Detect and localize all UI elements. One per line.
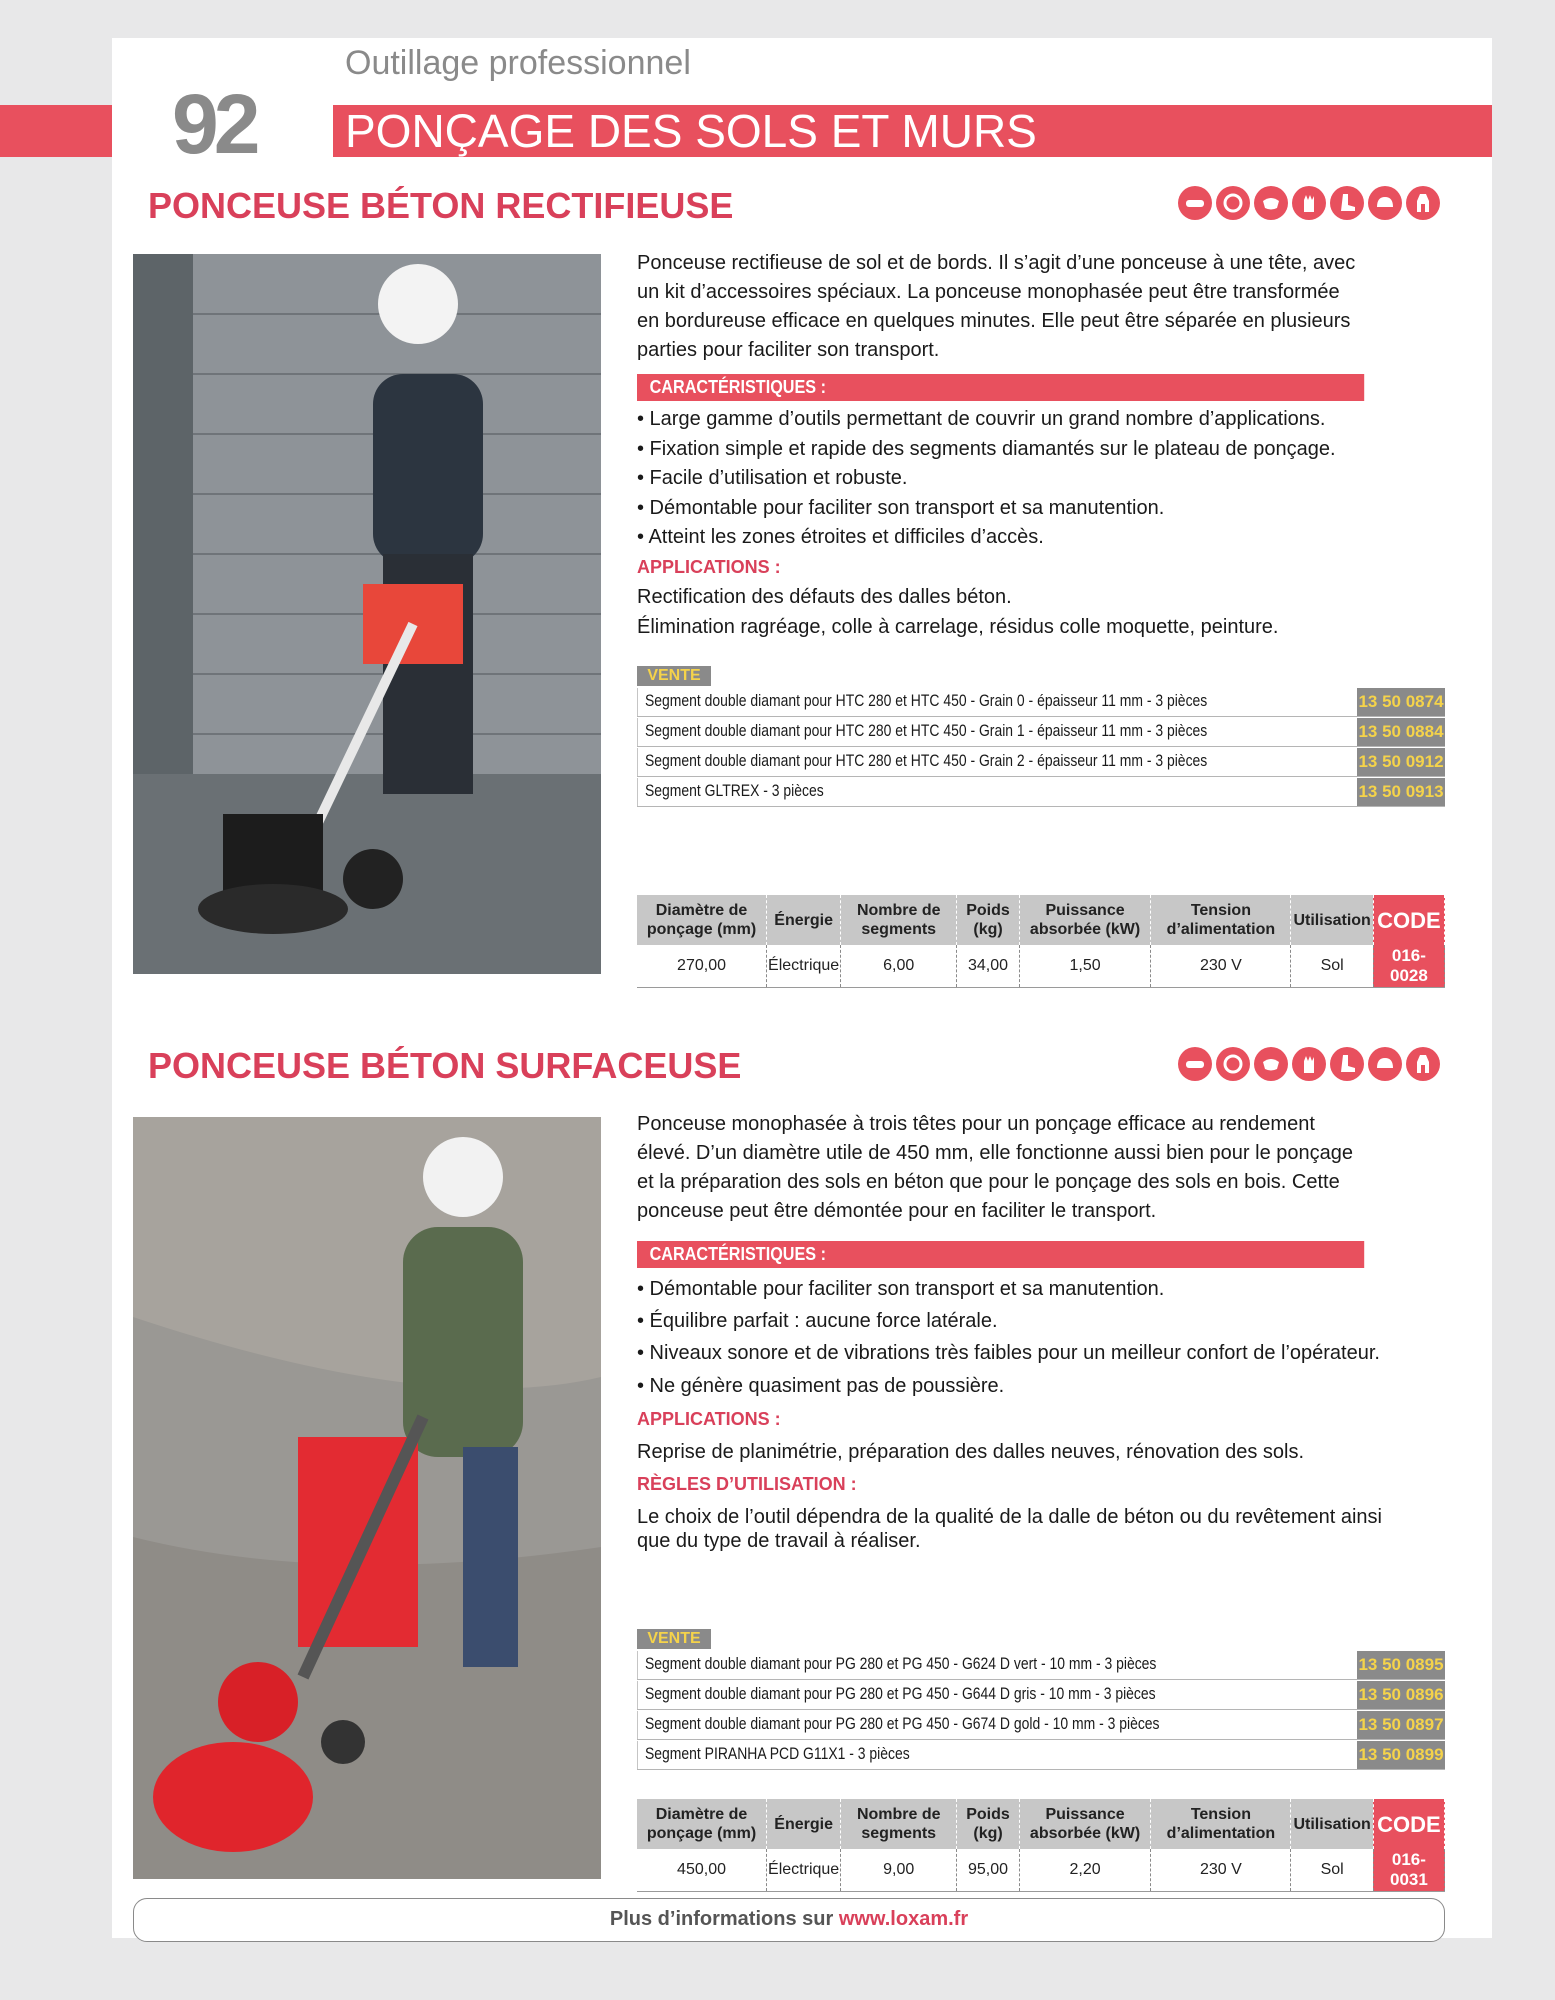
footer-text: Plus d’informations sur: [609, 1908, 839, 1930]
spec-value-code: 016-0028: [1373, 945, 1444, 988]
spec-header: Diamètre de ponçage (mm): [637, 1799, 767, 1849]
boots-icon: [1330, 186, 1364, 220]
description-line: élevé. D’un diamètre utile de 450 mm, elle fonctionne aussi bien pour le ponçage: [637, 1142, 1353, 1164]
application-line: Élimination ragréage, colle à carrelage, résidus colle moquette, peinture.: [637, 616, 1279, 638]
category-title: Outillage professionnel: [345, 44, 691, 82]
characteristic-item: • Ne génère quasiment pas de poussière.: [637, 1375, 1005, 1397]
goggles-icon: [1178, 186, 1212, 220]
application-line: Rectification des défauts des dalles béton.: [637, 586, 1012, 608]
spec-value: Sol: [1291, 945, 1373, 988]
ear-protection-icon: [1216, 1047, 1250, 1081]
spec-header: Diamètre de ponçage (mm): [637, 895, 767, 945]
spec-header: Utilisation: [1291, 895, 1373, 945]
vente-item-label: Segment double diamant pour HTC 280 et HTC 450 - Grain 2 - épaisseur 11 mm - 3 pièces: [645, 751, 1208, 770]
vente-item-code: 13 50 0897: [1357, 1711, 1445, 1739]
product-title: PONCEUSE BÉTON RECTIFIEUSE: [148, 185, 734, 226]
characteristic-item: • Atteint les zones étroites et difficiles d’accès.: [637, 526, 1044, 548]
vente-row: [637, 1681, 1445, 1710]
vente-item-code: 13 50 0874: [1357, 688, 1445, 716]
product-description: [637, 249, 1437, 365]
vente-item-code: 13 50 0896: [1357, 1681, 1445, 1709]
spec-header: Tension d’alimentation: [1151, 895, 1291, 945]
vente-item-code: 13 50 0884: [1357, 718, 1445, 746]
vente-label: VENTE: [637, 666, 711, 686]
description-line: et la préparation des sols en béton que pour le ponçage des sols en bois. Cette: [637, 1171, 1340, 1193]
spec-header-code: CODE: [1373, 895, 1444, 945]
applications-label: APPLICATIONS :: [637, 557, 781, 577]
applications-label: APPLICATIONS :: [637, 1409, 781, 1429]
page-number: 92: [172, 77, 256, 171]
safety-icons: [1178, 186, 1440, 220]
gloves-icon: [1292, 1047, 1326, 1081]
spec-header: Énergie: [767, 1799, 841, 1849]
safety-icons: [1178, 1047, 1440, 1081]
description-line: Ponceuse rectifieuse de sol et de bords. Il s’agit d’une ponceuse à une tête, avec: [637, 252, 1356, 274]
application-line: Reprise de planimétrie, préparation des dalles neuves, rénovation des sols.: [637, 1441, 1305, 1463]
description-line: Ponceuse monophasée à trois têtes pour un ponçage efficace au rendement: [637, 1113, 1315, 1135]
characteristic-item: • Démontable pour faciliter son transport et sa manutention.: [637, 1278, 1165, 1300]
spec-table: [637, 1799, 1445, 1892]
characteristic-item: • Large gamme d’outils permettant de couvrir un grand nombre d’applications.: [637, 408, 1326, 430]
vente-item-code: 13 50 0895: [1357, 1651, 1445, 1679]
description-line: en bordureuse efficace en quelques minutes. Elle peut être séparée en plusieurs: [637, 310, 1351, 332]
vente-item-code: 13 50 0912: [1357, 748, 1445, 776]
helmet-icon: [1368, 1047, 1402, 1081]
characteristic-item: • Démontable pour faciliter son transport et sa manutention.: [637, 497, 1165, 519]
vente-row: [637, 1651, 1445, 1680]
footer-link[interactable]: www.loxam.fr: [838, 1908, 969, 1930]
gloves-icon: [1292, 186, 1326, 220]
vente-label: VENTE: [637, 1629, 711, 1649]
rules-line: que du type de travail à réaliser.: [637, 1530, 921, 1552]
boots-icon: [1330, 1047, 1364, 1081]
spec-value: 6,00: [841, 945, 957, 988]
spec-header: Utilisation: [1291, 1799, 1373, 1849]
vente-item-label: Segment double diamant pour HTC 280 et HTC 450 - Grain 1 - épaisseur 11 mm - 3 pièces: [645, 721, 1208, 740]
description-line: ponceuse peut être démontée pour en faciliter le transport.: [637, 1200, 1157, 1222]
mask-icon: [1254, 186, 1288, 220]
vente-item-label: Segment double diamant pour PG 280 et PG 450 - G624 D vert - 10 mm - 3 pièces: [645, 1654, 1157, 1673]
characteristics-header: CARACTÉRISTIQUES :: [637, 1241, 1364, 1268]
spec-header: Puissance absorbée (kW): [1019, 1799, 1151, 1849]
vente-item-label: Segment double diamant pour PG 280 et PG 450 - G674 D gold - 10 mm - 3 pièces: [645, 1714, 1160, 1733]
section-banner: PONÇAGE DES SOLS ET MURS: [333, 105, 1492, 157]
spec-value: 34,00: [957, 945, 1020, 988]
vente-item-code: 13 50 0899: [1357, 1741, 1445, 1769]
product-description: [637, 1110, 1437, 1226]
characteristics-header: CARACTÉRISTIQUES :: [637, 374, 1364, 401]
product-photo-surfaceuse: [133, 1117, 601, 1879]
spec-header: Tension d’alimentation: [1151, 1799, 1291, 1849]
spec-header: Nombre de segments: [841, 1799, 957, 1849]
spec-header: Énergie: [767, 895, 841, 945]
spec-header-code: CODE: [1373, 1799, 1444, 1849]
spec-value: 230 V: [1151, 1849, 1291, 1892]
spec-value: 270,00: [637, 945, 767, 988]
description-line: un kit d’accessoires spéciaux. La ponceuse monophasée peut être transformée: [637, 281, 1340, 303]
spec-value: 450,00: [637, 1849, 767, 1892]
characteristic-item: • Équilibre parfait : aucune force latérale.: [637, 1310, 998, 1332]
spec-header: Poids (kg): [957, 895, 1020, 945]
characteristic-item: • Fixation simple et rapide des segments diamantés sur le plateau de ponçage.: [637, 438, 1336, 460]
ear-protection-icon: [1216, 186, 1250, 220]
coverall-icon: [1406, 1047, 1440, 1081]
vente-item-code: 13 50 0913: [1357, 778, 1445, 806]
characteristic-item: • Facile d’utilisation et robuste.: [637, 467, 908, 489]
vente-row: [637, 1741, 1445, 1770]
rules-line: Le choix de l’outil dépendra de la qualité de la dalle de béton ou du revêtement ainsi: [637, 1506, 1382, 1528]
product-photo-rectifieuse: [133, 254, 601, 974]
goggles-icon: [1178, 1047, 1212, 1081]
vente-row: [637, 778, 1445, 807]
spec-value: 95,00: [957, 1849, 1020, 1892]
spec-value: 2,20: [1019, 1849, 1151, 1892]
vente-row: [637, 748, 1445, 777]
vente-row: [637, 718, 1445, 747]
rules-label: RÈGLES D’UTILISATION :: [637, 1474, 857, 1494]
vente-item-label: Segment PIRANHA PCD G11X1 - 3 pièces: [645, 1744, 910, 1763]
spec-value: 230 V: [1151, 945, 1291, 988]
spec-table: [637, 895, 1445, 988]
product-title: PONCEUSE BÉTON SURFACEUSE: [148, 1045, 742, 1086]
vente-item-label: Segment double diamant pour PG 280 et PG 450 - G644 D gris - 10 mm - 3 pièces: [645, 1684, 1156, 1703]
vente-item-label: Segment GLTREX - 3 pièces: [645, 781, 824, 800]
footer: [133, 1898, 1445, 1942]
mask-icon: [1254, 1047, 1288, 1081]
spec-value-code: 016-0031: [1373, 1849, 1444, 1892]
spec-value: 9,00: [841, 1849, 957, 1892]
spec-value: Électrique: [767, 1849, 841, 1892]
left-accent-band: [0, 105, 112, 157]
spec-value: Électrique: [767, 945, 841, 988]
spec-header: Puissance absorbée (kW): [1019, 895, 1151, 945]
spec-value: 1,50: [1019, 945, 1151, 988]
vente-row: [637, 688, 1445, 717]
spec-header: Nombre de segments: [841, 895, 957, 945]
coverall-icon: [1406, 186, 1440, 220]
helmet-icon: [1368, 186, 1402, 220]
characteristic-item: • Niveaux sonore et de vibrations très faibles pour un meilleur confort de l’opérateur.: [637, 1342, 1380, 1364]
description-line: parties pour faciliter son transport.: [637, 339, 940, 361]
spec-value: Sol: [1291, 1849, 1373, 1892]
vente-item-label: Segment double diamant pour HTC 280 et HTC 450 - Grain 0 - épaisseur 11 mm - 3 pièces: [645, 691, 1208, 710]
vente-row: [637, 1711, 1445, 1740]
spec-header: Poids (kg): [957, 1799, 1020, 1849]
